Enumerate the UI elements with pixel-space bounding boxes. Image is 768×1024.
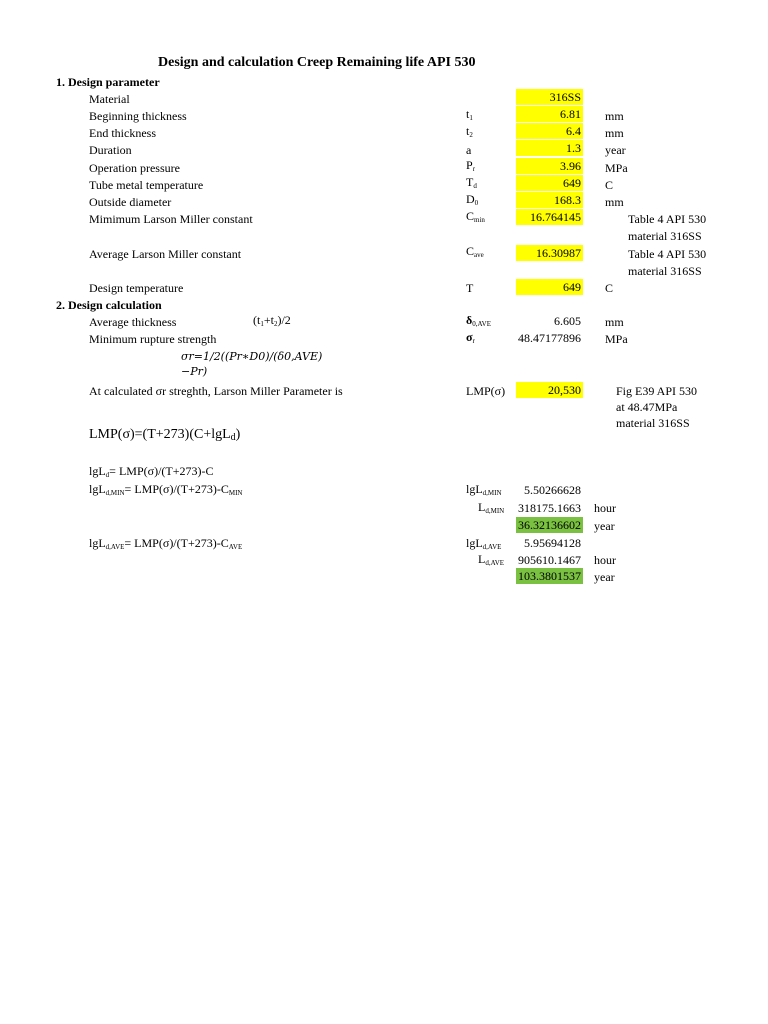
calc-value: 318175.1663 [518, 501, 581, 515]
calc-unit: hour [594, 553, 616, 567]
calc-value: 5.50266628 [524, 483, 581, 497]
avg-thickness-formula: $(t_1+t_2)/2$ [253, 313, 291, 328]
param-value-cell[interactable]: 168.3 [516, 192, 583, 208]
param-symbol: $D_0$ [466, 192, 479, 207]
min-life-years-cell[interactable]: 36.32136602 [518, 518, 581, 532]
param-symbol: a [466, 143, 472, 157]
param-unit: C [605, 178, 614, 192]
calc-unit: mm [605, 315, 624, 329]
calc-symbol: $\delta_{0,AVE}$ [466, 313, 491, 328]
calc-value: 5.95694128 [524, 536, 581, 550]
param-unit: mm [605, 195, 624, 209]
param-symbol: $C_{min}$ [466, 209, 485, 224]
param-label: Tube metal temperature [89, 178, 204, 192]
param-label: Beginning thickness [89, 109, 187, 123]
param-label: Operation pressure [89, 161, 180, 175]
param-value-cell[interactable]: 3.96 [516, 158, 583, 174]
param-label: Material [89, 92, 130, 106]
param-value-cell[interactable]: 1.3 [516, 140, 583, 156]
lmp-note: at 48.47MPa [616, 400, 678, 414]
calc-unit: year [594, 519, 615, 533]
param-value-cell[interactable]: 649 [516, 175, 583, 191]
param-label: Duration [89, 143, 132, 157]
param-label: Average Larson Miller constant [89, 247, 242, 261]
rupture-formula-line2: −Pr) [181, 365, 208, 378]
param-symbol: $T_d$ [466, 175, 477, 190]
param-unit: year [605, 143, 626, 157]
param-label: Outside diameter [89, 195, 172, 209]
param-note: Table 4 API 530 [628, 212, 707, 226]
param-unit: C [605, 281, 614, 295]
calc-value: 905610.1467 [518, 553, 581, 567]
param-symbol: $P_r$ [466, 158, 476, 173]
calc-symbol: lgL$_{d,AVE}$ [466, 536, 502, 551]
calc-label: At calculated σr streghth, Larson Miller Parameter is [89, 384, 343, 398]
calc-label: Minimum rupture strength [89, 332, 217, 346]
calc-symbol: LMP(σ) [466, 384, 506, 398]
lmp-value-cell[interactable]: 20,530 [516, 382, 583, 398]
lmp-note: Fig E39 API 530 [616, 384, 698, 398]
param-symbol: $t_2$ [466, 124, 473, 139]
lgld-ave-formula: $\lg L_{d,AVE}= LMP(\sigma)/(T+273)-C_{AVE}$ [89, 536, 243, 551]
ave-life-years-cell[interactable]: 103.3801537 [518, 569, 581, 583]
param-value-cell[interactable]: 6.4 [516, 123, 583, 139]
lgld-min-formula: $\lg L_{d,MIN}= LMP(\sigma)/(T+273)-C_{MIN}$ [89, 482, 243, 497]
param-unit: mm [605, 109, 624, 123]
param-symbol: T [466, 281, 474, 295]
param-symbol: $C_{ave}$ [466, 244, 484, 259]
param-label: Design temperature [89, 281, 184, 295]
param-value-cell[interactable]: 649 [516, 279, 583, 295]
calc-unit: year [594, 570, 615, 584]
param-note: Table 4 API 530 [628, 247, 707, 261]
param-symbol: $t_1$ [466, 107, 473, 122]
lmp-formula: LMP(σ)=(T+273)(C+lgL$_d$) [89, 427, 241, 443]
param-value-cell[interactable]: 316SS [516, 89, 583, 105]
lgld-formula: lgL$_d$= LMP(σ)/(T+273)-C [89, 464, 214, 479]
param-unit: mm [605, 126, 624, 140]
param-value-cell[interactable]: 6.81 [516, 106, 583, 122]
calc-label: Average thickness [89, 315, 177, 329]
calc-value: 48.47177896 [518, 331, 581, 345]
param-unit: MPa [605, 161, 628, 175]
param-label: Mimimum Larson Miller constant [89, 212, 253, 226]
param-value-cell[interactable]: 16.764145 [516, 209, 583, 225]
param-label: End thickness [89, 126, 156, 140]
param-value-cell[interactable]: 16.30987 [516, 245, 583, 261]
calc-unit: MPa [605, 332, 628, 346]
calc-symbol: lgL$_{d,MIN}$ [466, 482, 502, 497]
calc-symbol: $\sigma_r$ [466, 330, 475, 345]
lmp-note: material 316SS [616, 416, 690, 430]
section-heading-design-parameter: 1. Design parameter [56, 75, 160, 89]
calc-value: 6.605 [554, 314, 581, 328]
param-note: material 316SS [628, 229, 702, 243]
calc-symbol: $L_{d,AVE}$ [478, 552, 505, 567]
section-heading-design-calculation: 2. Design calculation [56, 298, 162, 312]
rupture-formula-line1: σr=1/2((Pr∗D0)/(δ0,AVE) [181, 350, 323, 363]
param-note: material 316SS [628, 264, 702, 278]
calc-unit: hour [594, 501, 616, 515]
calc-symbol: $L_{d,MIN}$ [478, 500, 505, 515]
page-title: Design and calculation Creep Remaining life API 530 [158, 55, 476, 70]
